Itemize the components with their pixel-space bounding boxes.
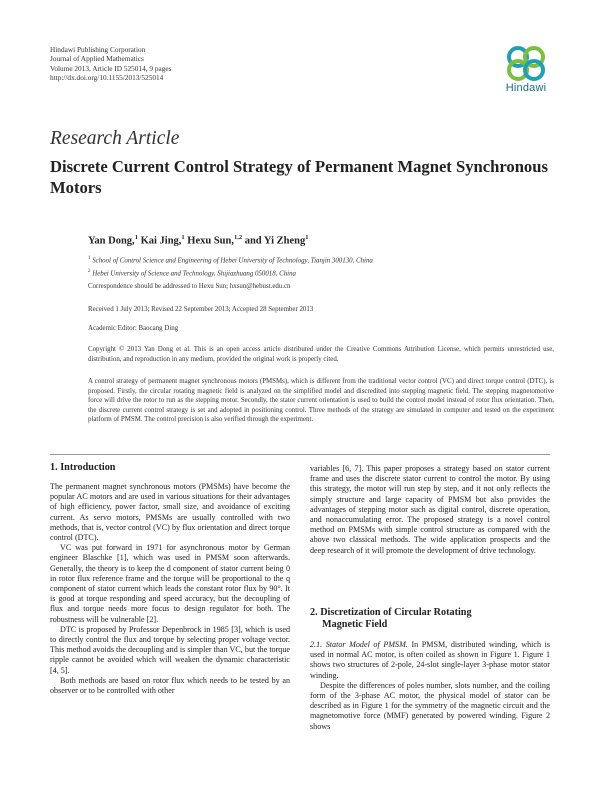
- hindawi-logo-icon: [504, 45, 548, 81]
- author-name: Kai Jing,: [137, 235, 182, 247]
- left-column: [50, 482, 290, 696]
- section-title-line: Magnetic Field: [322, 619, 388, 630]
- body-paragraph: Despite the differences of poles number, slots number, and the coiling form of the 3-phase AC motor, the physical model of stator can be described as in Figure 1 for the symmetry of the magnetic circuit and the magnetomotive force (MMF) generated by powered winding. Figure 2 shows: [310, 680, 550, 731]
- journal-name: Journal of Applied Mathematics: [50, 54, 144, 64]
- section-number: 2.: [310, 607, 318, 618]
- body-paragraph: variables [6, 7]. This paper proposes a strategy based on stator current frame and uses the discrete stator current to control the motor. By using this strategy, the motor will run step by step, and it not only reflects the simply structure and large capacity of PMSM but also provides the advantages of stepping motor such as digital control, discrete operation, and nonaccumulating error. The proposed strategy is a novel control method on PMSMs with simple control structure as compared with the above two classical methods. The wide application prospects and the deep research of it will promote the development of drive technology.: [310, 464, 550, 555]
- author-list: [88, 234, 308, 247]
- author-affiliation-mark: 1,2: [233, 234, 243, 241]
- right-column-bottom: [310, 640, 550, 732]
- affiliation-list: [88, 254, 373, 280]
- section-heading-discretization: [310, 607, 472, 631]
- right-column-top: [310, 464, 550, 556]
- section-heading-introduction: 1. Introduction: [50, 462, 116, 473]
- affiliation-item: $^2$ Hebei University of Science and Technology, Shijiazhuang 050018, China: [88, 268, 296, 278]
- body-paragraph: 2.1. Stator Model of PMSM. In PMSM, distributed winding, which is used in normal AC motor, is often coiled as shown in Figure 1. Figure 1 shows two structures of 2-pole, 24-slot single-layer 3-phase motor stator winding.: [310, 640, 551, 680]
- subsection-heading: 2.1. Stator Model of PMSM.: [310, 640, 408, 649]
- author-name: and Yi Zheng: [242, 235, 306, 247]
- paper-title: Discrete Current Control Strategy of Permanent Magnet Synchronous Motors: [50, 157, 548, 197]
- body-paragraph: DTC is proposed by Professor Depenbrock in 1985 [3], which is used to directly control the flux and torque by selecting proper voltage vector. This method avoids the decoupling and is simpler than VC, but the torque ripple cannot be avoided which will weaken the dynamic characteristic [4, 5].: [50, 624, 290, 675]
- doi-link[interactable]: http://dx.doi.org/10.1155/2013/525014: [50, 73, 164, 83]
- copyright-notice: Copyright © 2013 Yan Dong et al. This is an open access article distributed under the Creative Commons Attribution License, which permits unrestricted use, distribution, and reproduction in any medium, provided the original work is properly cited.: [88, 346, 554, 363]
- hindawi-logo: [496, 45, 556, 94]
- article-type: Research Article: [50, 128, 180, 149]
- academic-editor: Academic Editor: Baocang Ding: [88, 325, 179, 332]
- author-affiliation-mark: 1: [305, 234, 309, 241]
- section-divider: [50, 454, 550, 455]
- author-affiliation-mark: 1: [134, 234, 138, 241]
- received-dates: Received 1 July 2013; Revised 22 September 2013; Accepted 28 September 2013: [88, 306, 314, 313]
- correspondence-line: Correspondence should be addressed to Hexu Sun; hxsun@hebust.edu.cn: [88, 283, 291, 290]
- section-title-line: Discretization of Circular Rotating: [320, 607, 472, 618]
- abstract-text: A control strategy of permanent magnet synchronous motors (PMSMs), which is different from the traditional vector control (VC) and direct torque control (DTC), is proposed. Firstly, the circular rotating magnetic field is analyzed on the simplified model and discredited into stepping magnetic field. The stepping magnetomotive force will drive the rotor to run as the stepping motor. Secondly, the stator current orientation is used to build the control model instead of rotor flux orientation. Then, the discrete current control strategy is set and adopted in positioning control. Three methods of the strategy are simulated in computer and tested on the experiment platform of PMSM. The control precision is also verified through the experiment.: [88, 378, 554, 424]
- author-affiliation-mark: 1: [181, 234, 185, 241]
- logo-wordmark: Hindawi: [505, 82, 547, 94]
- author-name: Hexu Sun,: [184, 235, 234, 247]
- affiliation-item: $^1$ School of Control Science and Engineering of Hebei University of Technology, Tianjin 300130, China: [88, 256, 373, 265]
- body-paragraph: VC was put forward in 1971 for asynchronous motor by German engineer Blaschke [1], which was used in PMSM soon afterwards. Generally, the theory is to keep the d component of stator current being 0 in rotor flux reference frame and the torque will be proportional to the q component of stator current which leads the constant rotor flux by 90°. It is good at torque responding and speed accuracy, but the decoupling of flux and torque needs more focus to design regulator for both. The robustness will be vulnerable [2].: [50, 543, 290, 624]
- body-paragraph: The permanent magnet synchronous motors (PMSMs) have become the popular AC motors and are used in various situations for their advantages of high efficiency, power factor, small size, and avoidance of exciting current. As servo motors, PMSMs are usually controlled with two methods, that is, vector control (VC) by flux orientation and direct torque control (DTC).: [50, 482, 290, 543]
- journal-metadata: [50, 45, 171, 83]
- publisher-name: Hindawi Publishing Corporation: [50, 45, 146, 54]
- volume-info: Volume 2013, Article ID 525014, 9 pages: [50, 63, 172, 73]
- body-paragraph: Both methods are based on rotor flux which needs to be tested by an observer or to be controlled with other: [50, 675, 290, 696]
- author-name: Yan Dong,: [88, 235, 135, 247]
